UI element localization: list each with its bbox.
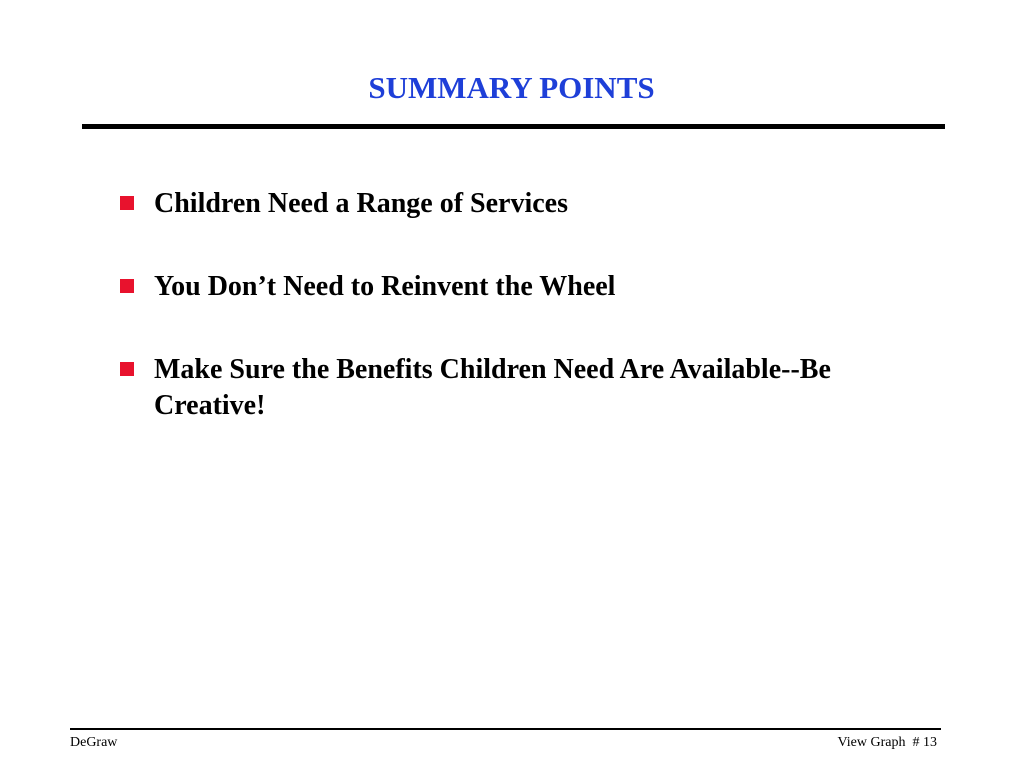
square-bullet-icon	[120, 362, 134, 376]
bullet-text: Make Sure the Benefits Children Need Are Available--Be Creative!	[154, 354, 831, 421]
square-bullet-icon	[120, 279, 134, 293]
bullet-item	[118, 352, 938, 424]
footer-page-label: View Graph # 13	[837, 735, 937, 750]
bullet-item	[118, 186, 938, 222]
footer-author: DeGraw	[70, 735, 118, 750]
bullet-text: Children Need a Range of Services	[154, 188, 568, 219]
bullet-list	[118, 186, 938, 471]
square-bullet-icon	[120, 196, 134, 210]
bullet-item	[118, 269, 938, 305]
footer-divider	[70, 728, 941, 730]
title-divider	[82, 124, 945, 129]
slide-title: SUMMARY POINTS	[368, 70, 655, 105]
bullet-text: You Don’t Need to Reinvent the Wheel	[154, 271, 616, 302]
